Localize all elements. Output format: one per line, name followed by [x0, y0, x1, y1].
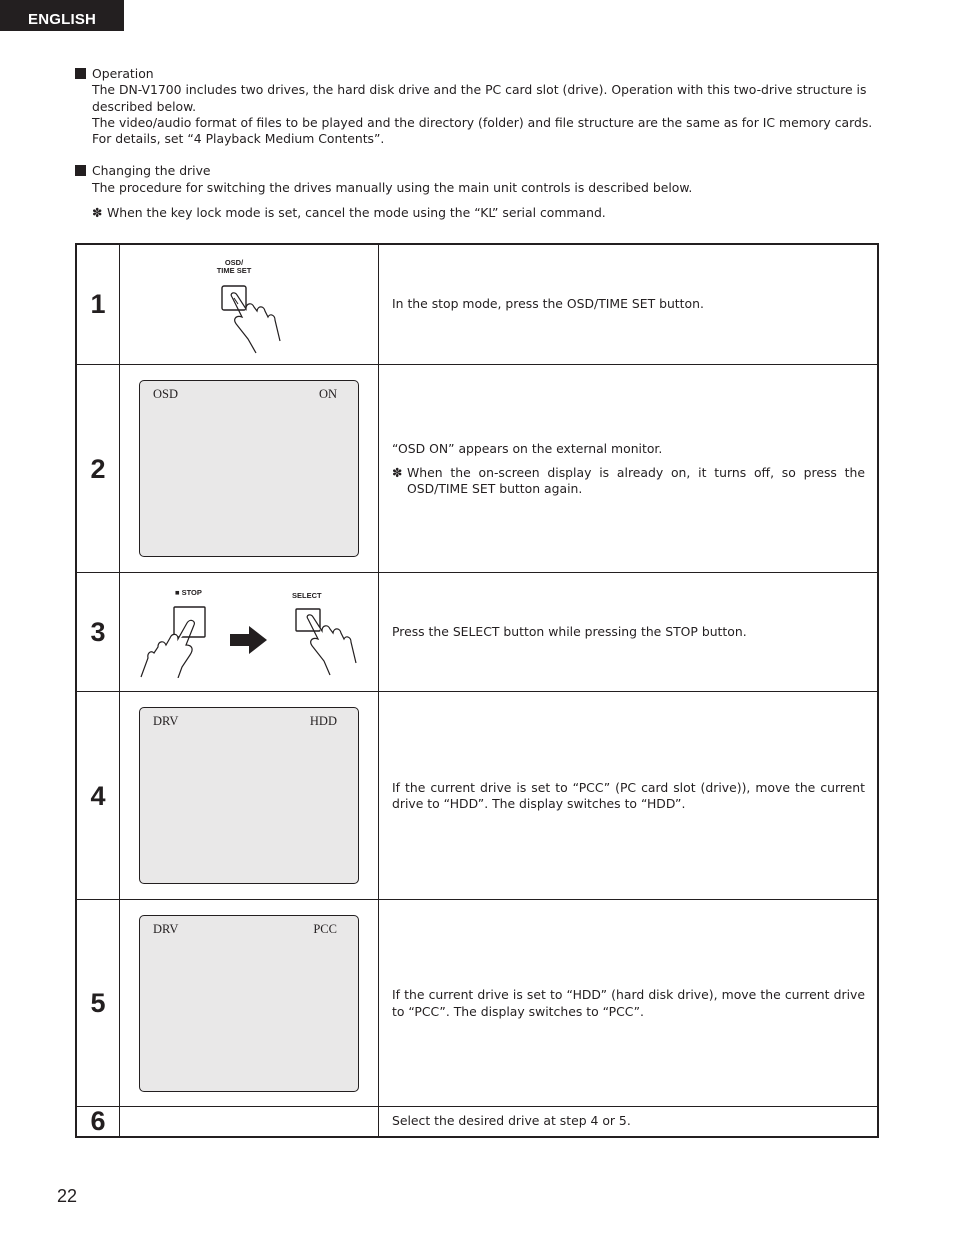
intro-section [75, 66, 875, 237]
step-description: In the stop mode, press the OSD/TIME SET button. [392, 296, 704, 312]
operation-section [75, 66, 875, 147]
screen-label-left: DRV [153, 714, 179, 728]
page-number: 22 [57, 1186, 78, 1206]
square-bullet-icon [75, 165, 86, 176]
step-number: 1 [77, 245, 120, 364]
press-select-hand-icon [290, 603, 370, 678]
operation-para-1: The DN-V1700 includes two drives, the hard disk drive and the PC card slot (drive). Operation with this two-drive structure is described below. [92, 82, 867, 114]
press-stop-hand-icon [138, 603, 218, 678]
step-row-1 [77, 245, 877, 364]
select-label: SELECT [292, 591, 322, 600]
changing-drive-heading: Changing the drive [75, 163, 875, 179]
square-bullet-icon [75, 68, 86, 79]
step-figure [120, 573, 379, 692]
changing-drive-para: The procedure for switching the drives manually using the main unit controls is described below. [92, 179, 693, 195]
press-button-hand-icon [210, 283, 290, 355]
monitor-screen [139, 380, 359, 557]
step-number: 2 [77, 365, 120, 573]
steps-table [75, 243, 879, 1138]
stop-label: ■ STOP [175, 588, 202, 597]
step-row-4 [77, 691, 877, 900]
step-row-2 [77, 364, 877, 573]
step-figure [120, 245, 379, 364]
screen-label-right: HDD [309, 714, 337, 728]
key-lock-note: ✽ When the key lock mode is set, cancel the mode using the “KL” serial command. [92, 205, 606, 221]
step-description: Select the desired drive at step 4 or 5. [392, 1113, 631, 1129]
step-row-6 [77, 1106, 877, 1136]
step-row-3 [77, 572, 877, 692]
step-note: ✽ When the on-screen display is already on, it turns off, so press the OSD/TIME SET button again. [392, 464, 865, 497]
step-number: 6 [77, 1107, 120, 1136]
step-number: 3 [77, 573, 120, 692]
step-description: If the current drive is set to “PCC” (PC card slot (drive)), move the current drive to “HDD”. The display switches to “HDD”. [392, 779, 865, 811]
step-row-5 [77, 899, 877, 1107]
screen-label-left: OSD [153, 387, 179, 401]
step-description: Press the SELECT button while pressing the STOP button. [392, 624, 747, 640]
step-number: 4 [77, 692, 120, 900]
osd-time-set-label: OSD/ TIME SET [216, 258, 252, 275]
step-description: If the current drive is set to “HDD” (hard disk drive), move the current drive to “PCC”. The display switches to “PCC”. [392, 987, 865, 1019]
asterisk-icon: ✽ [92, 205, 103, 221]
arrow-right-icon [230, 625, 268, 655]
changing-drive-section [75, 163, 875, 221]
screen-label-right: ON [318, 387, 337, 401]
asterisk-icon: ✽ [392, 464, 403, 480]
screen-label-right: PCC [313, 922, 337, 936]
step-figure [120, 692, 379, 900]
step-figure [120, 365, 379, 573]
step-figure [120, 900, 379, 1107]
screen-label-left: DRV [153, 922, 179, 936]
step-figure [120, 1107, 379, 1136]
step-description: “OSD ON” appears on the external monitor. ✽ When the on-screen display is already on, it turns off, so press the OSD/TIME SET button again. [392, 440, 865, 497]
monitor-screen [139, 915, 359, 1092]
language-tab: ENGLISH [0, 0, 124, 31]
monitor-screen [139, 707, 359, 884]
operation-para-2: The video/audio format of files to be played and the directory (folder) and file structure are the same as for IC memory cards. For details, set “4 Playback Medium Contents”. [92, 114, 873, 147]
operation-heading: Operation [75, 66, 875, 82]
step-number: 5 [77, 900, 120, 1107]
